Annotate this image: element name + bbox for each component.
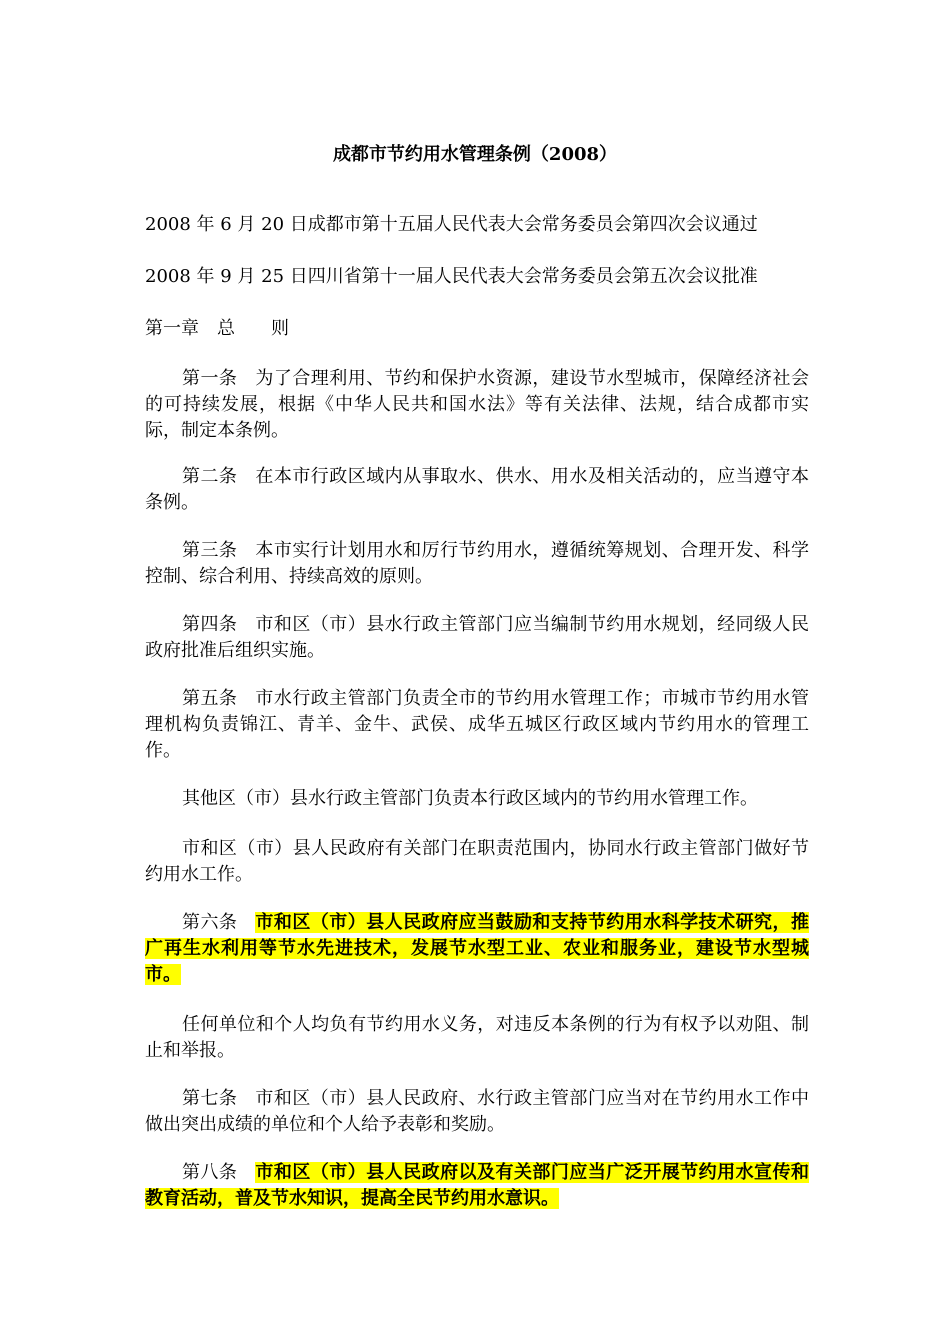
approval-line-passed: 2008 年 6 月 20 日成都市第十五届人民代表大会常务委员会第四次会议通过 [145,214,758,235]
article-text: 为了合理利用、节约和保护水资源，建设节水型城市，保障经济社会的可持续发展，根据《中华人民共和国水法》等有关法律、法规，结合成都市实际，制定本条例。 [145,368,809,441]
chapter-word-1: 总 [217,318,235,339]
article-text: 市水行政主管部门负责全市的节约用水管理工作；市城市节约用水管理机构负责锦江、青羊、金牛、武侯、成华五城区行政区域内节约用水的管理工作。 [145,688,809,761]
article-label: 第三条 [182,540,238,561]
chapter-heading [145,316,810,342]
article-text: 任何单位和个人均负有节约用水义务，对违反本条例的行为有权予以劝阻、制止和举报。 [145,1014,809,1061]
article-label: 第一条 [182,368,238,389]
chapter-word-2: 则 [271,318,289,339]
article-7 [145,1086,809,1138]
highlighted-article-text: 市和区（市）县人民政府应当鼓励和支持节约用水科学技术研究，推广再生水利用等节水先进技术，发展节水型工业、农业和服务业，建设节水型城市。 [145,912,809,985]
article-text: 市和区（市）县水行政主管部门应当编制节约用水规划，经同级人民政府批准后组织实施。 [145,614,809,661]
article-text: 本市实行计划用水和厉行节约用水，遵循统筹规划、合理开发、科学控制、综合利用、持续高效的原则。 [145,540,809,587]
article-text: 市和区（市）县人民政府有关部门在职责范围内，协同水行政主管部门做好节约用水工作。 [145,838,809,885]
article-5 [145,686,809,764]
approval-line-approved: 2008 年 9 月 25 日四川省第十一届人民代表大会常务委员会第五次会议批准 [145,266,758,287]
article-6-paragraph-2 [145,1012,809,1064]
article-label: 第六条 [182,912,238,933]
document-title: 成都市节约用水管理条例（2008） [332,144,618,165]
article-8 [145,1160,809,1212]
article-label: 第五条 [182,688,238,709]
highlighted-article-text: 市和区（市）县人民政府以及有关部门应当广泛开展节约用水宣传和教育活动，普及节水知识，提高全民节约用水意识。 [145,1162,809,1209]
article-5-paragraph-2 [145,786,809,812]
article-4 [145,612,809,664]
article-1 [145,366,809,444]
article-label: 第七条 [182,1088,238,1109]
article-label: 第四条 [182,614,238,635]
article-2 [145,464,809,516]
chapter-number: 第一章 [145,318,199,339]
article-text: 市和区（市）县人民政府、水行政主管部门应当对在节约用水工作中做出突出成绩的单位和个人给予表彰和奖励。 [145,1088,809,1135]
article-label: 第八条 [182,1162,238,1183]
article-label: 第二条 [182,466,238,487]
article-3 [145,538,809,590]
article-5-paragraph-3 [145,836,809,888]
article-text: 其他区（市）县水行政主管部门负责本行政区域内的节约用水管理工作。 [182,788,758,809]
article-6 [145,910,809,988]
article-text: 在本市行政区域内从事取水、供水、用水及相关活动的，应当遵守本条例。 [145,466,809,513]
